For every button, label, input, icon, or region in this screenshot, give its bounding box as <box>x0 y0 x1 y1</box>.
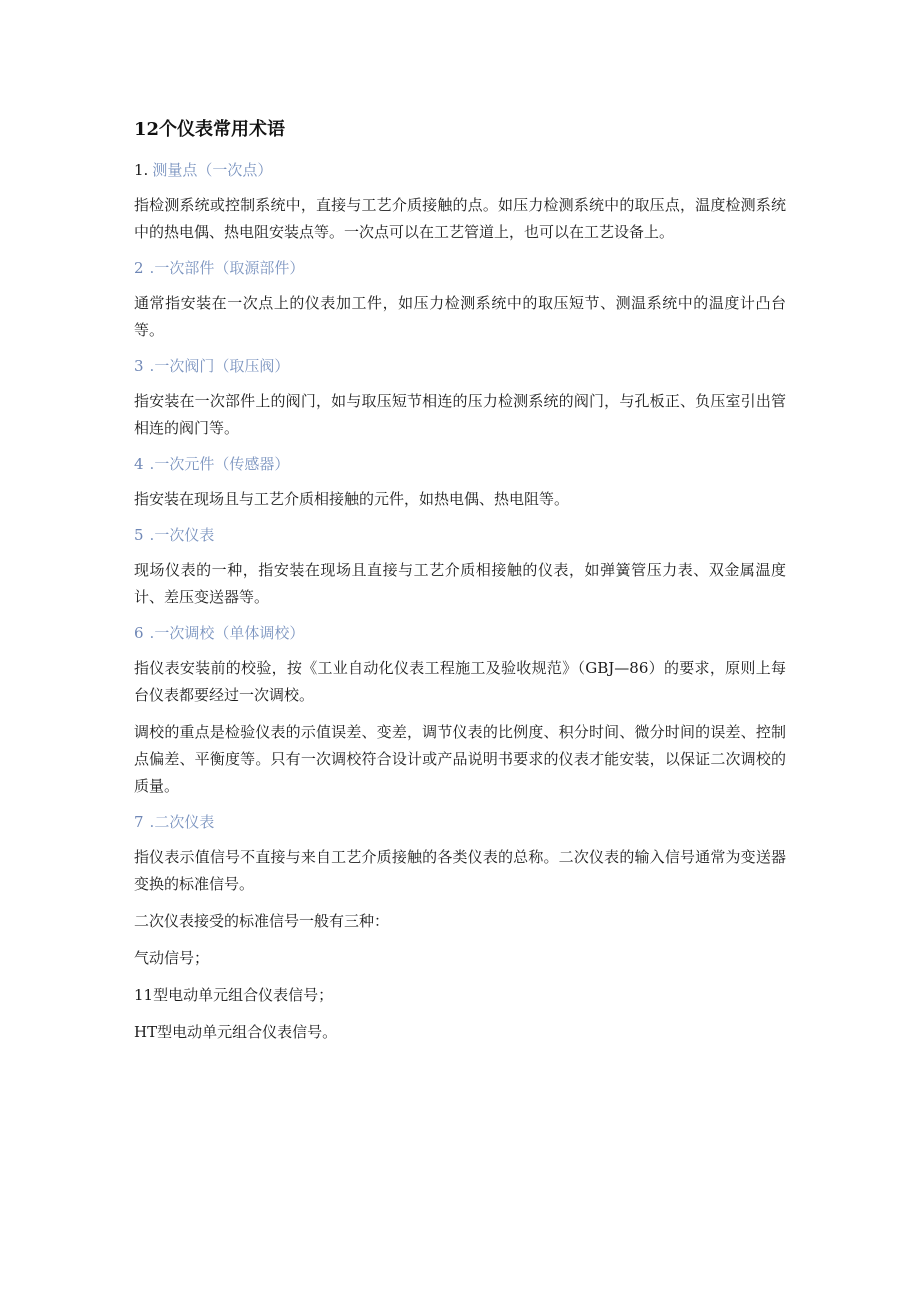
section-title: .一次仪表 <box>149 526 215 544</box>
section-number: 3 <box>134 357 144 375</box>
section-title: .一次阀门（取压阀） <box>149 357 290 375</box>
section-number: 7 <box>134 813 144 831</box>
section-number: 2 <box>134 259 144 277</box>
list-item: 11型电动单元组合仪表信号； <box>134 986 334 1004</box>
section-heading-7 <box>134 810 786 834</box>
paragraph: 调校的重点是检验仪表的示值误差、变差，调节仪表的比例度、积分时间、微分时间的误差、控制点偏差、平衡度等。只有一次调校符合设计或产品说明书要求的仪表才能安装，以保证二次调校的质量。 <box>134 723 786 795</box>
section-heading-2 <box>134 256 786 280</box>
section-title: .二次仪表 <box>149 813 215 831</box>
section-heading-3 <box>134 354 786 378</box>
document-title: 12个仪表常用术语 <box>134 119 286 140</box>
section-number: 5 <box>134 526 144 544</box>
section-number: 6 <box>134 624 144 642</box>
section-title: .一次部件（取源部件） <box>149 259 305 277</box>
document-page <box>134 116 786 1056</box>
paragraph: 指安装在现场且与工艺介质相接触的元件，如热电偶、热电阻等。 <box>134 490 570 508</box>
section-number: 1. <box>134 161 149 179</box>
section-heading-1 <box>134 158 786 182</box>
paragraph: 指仪表安装前的校验，按《工业自动化仪表工程施工及验收规范》（GBJ—86）的要求，原则上每台仪表都要经过一次调校。 <box>134 659 786 704</box>
list-item: HT型电动单元组合仪表信号。 <box>134 1023 338 1041</box>
list-item: 气动信号； <box>134 949 210 967</box>
paragraph: 通常指安装在一次点上的仪表加工件，如压力检测系统中的取压短节、测温系统中的温度计凸台等。 <box>134 294 786 339</box>
section-number: 4 <box>134 455 144 473</box>
paragraph: 指仪表示值信号不直接与来自工艺介质接触的各类仪表的总称。二次仪表的输入信号通常为变送器变换的标准信号。 <box>134 848 786 893</box>
section-heading-4 <box>134 452 786 476</box>
paragraph: 指安装在一次部件上的阀门，如与取压短节相连的压力检测系统的阀门，与孔板正、负压室引出管相连的阀门等。 <box>134 392 786 437</box>
paragraph: 指检测系统或控制系统中，直接与工艺介质接触的点。如压力检测系统中的取压点，温度检测系统中的热电偶、热电阻安装点等。一次点可以在工艺管道上，也可以在工艺设备上。 <box>134 196 786 241</box>
section-title: .一次调校（单体调校） <box>149 624 305 642</box>
section-heading-6 <box>134 621 786 645</box>
paragraph: 二次仪表接受的标准信号一般有三种： <box>134 912 390 930</box>
section-title: .一次元件（传感器） <box>149 455 290 473</box>
section-title: 测量点（一次点） <box>152 161 273 179</box>
section-heading-5 <box>134 523 786 547</box>
paragraph: 现场仪表的一种，指安装在现场且直接与工艺介质相接触的仪表，如弹簧管压力表、双金属温度计、差压变送器等。 <box>134 561 786 606</box>
